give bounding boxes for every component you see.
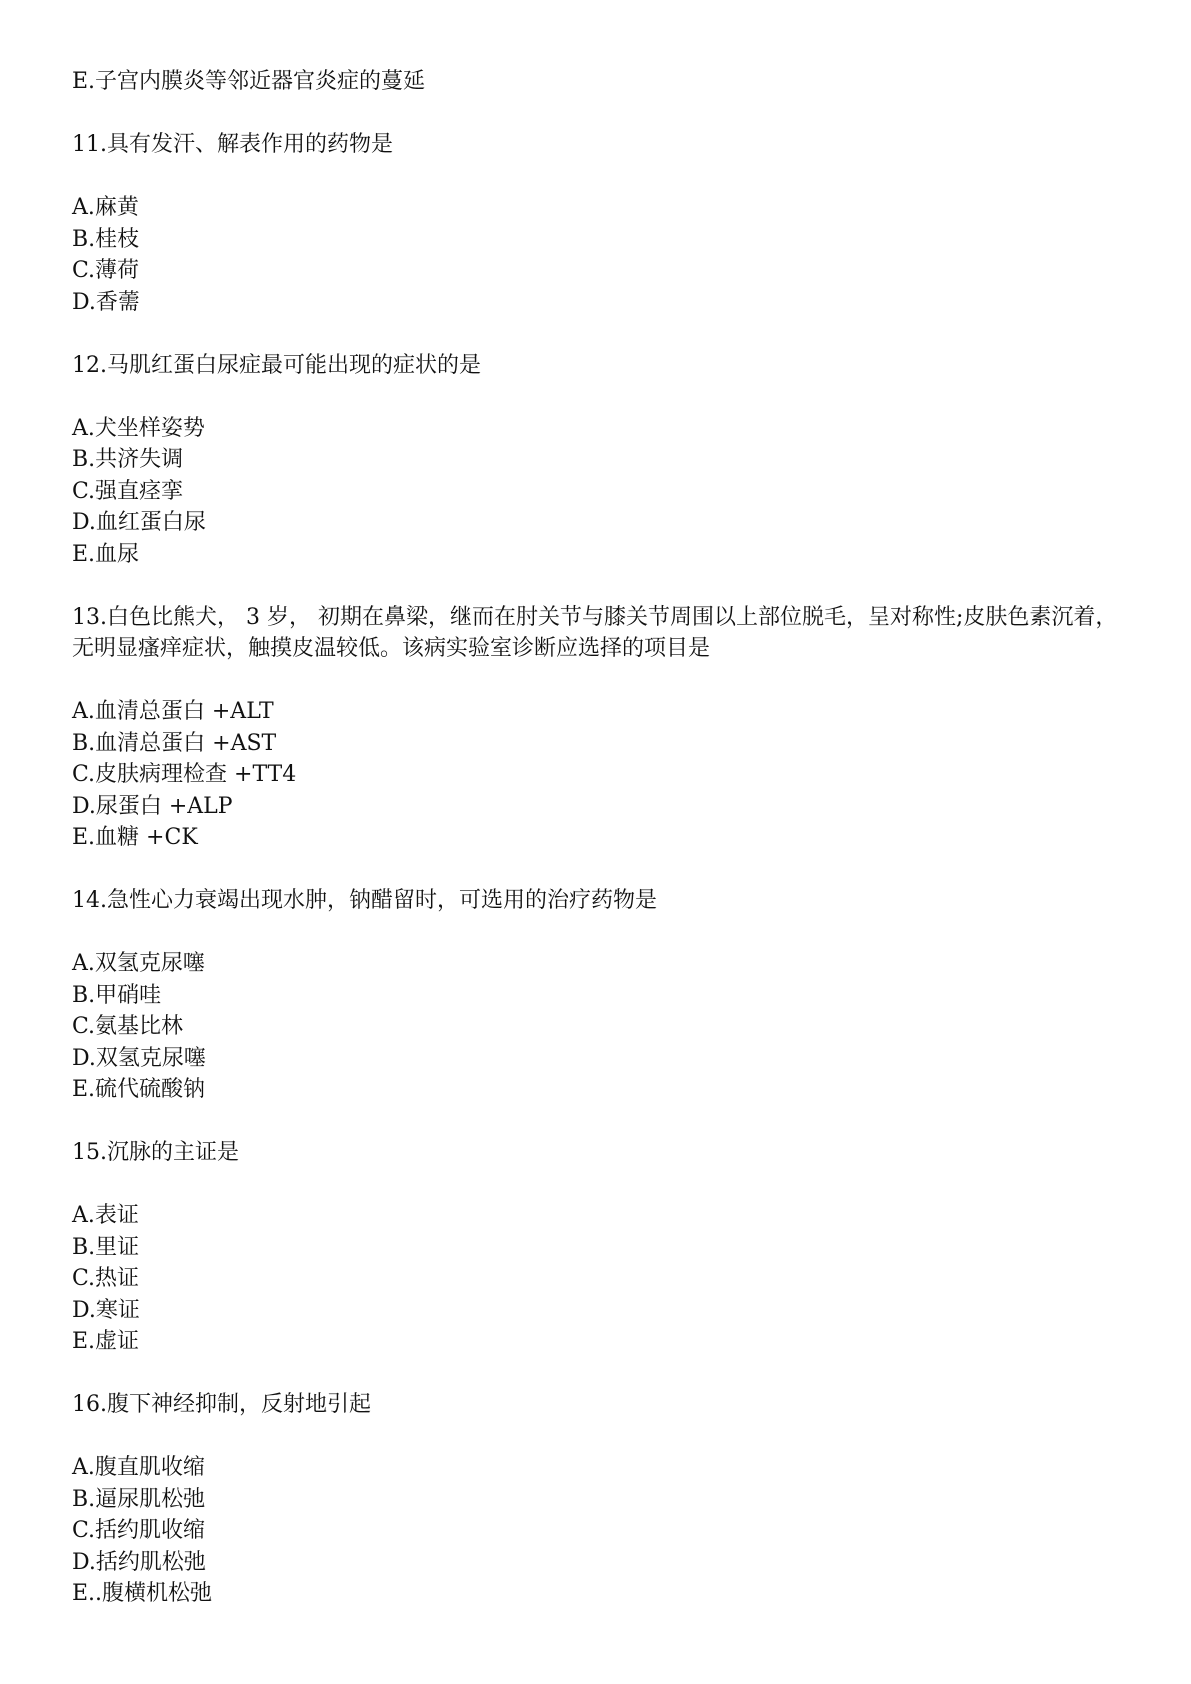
question-block <box>72 602 1127 854</box>
option-item: E.硫代硫酸钠 <box>72 1077 206 1102</box>
option-item: D.香薷 <box>72 289 140 315</box>
option-item: E.虚证 <box>72 1329 140 1354</box>
option-item: A.腹直肌收缩 <box>72 1455 205 1480</box>
document-page <box>72 66 1127 1610</box>
option-item: B.里证 <box>72 1234 140 1260</box>
option-item: C.氨基比林 <box>72 1014 184 1039</box>
option-list <box>72 192 1127 318</box>
option-item: A.双氢克尿噻 <box>72 951 205 976</box>
option-item: A.犬坐样姿势 <box>72 415 205 441</box>
option-item: D.尿蛋白 +ALP <box>72 793 233 819</box>
question-stem: 14.急性心力衰竭出现水肿，钠醋留时，可选用的治疗药物是 <box>72 888 657 913</box>
option-item: B.共济失调 <box>72 447 184 472</box>
option-item: C.热证 <box>72 1266 140 1291</box>
option-list <box>72 948 1127 1106</box>
option-item: A.血清总蛋白 +ALT <box>72 699 274 724</box>
option-item: A.表证 <box>72 1203 139 1228</box>
option-item: B.血清总蛋白 +AST <box>72 730 277 756</box>
option-item: E.血尿 <box>72 541 140 567</box>
option-item: B.桂枝 <box>72 226 140 252</box>
option-item: D.寒证 <box>72 1297 140 1323</box>
option-item: D.血红蛋白尿 <box>72 510 206 535</box>
question-block <box>72 129 1127 318</box>
question-stem: 12.马肌红蛋白尿症最可能出现的症状的是 <box>72 352 481 378</box>
option-item: C.薄荷 <box>72 258 140 283</box>
option-item: D.括约肌松弛 <box>72 1549 206 1575</box>
option-item: C.强直痉挛 <box>72 478 184 504</box>
question-block <box>72 1389 1127 1610</box>
question-stem: 15.沉脉的主证是 <box>72 1140 239 1165</box>
option-list <box>72 1200 1127 1358</box>
question-stem: 13.白色比熊犬， 3 岁， 初期在鼻梁，继而在肘关节与膝关节周围以上部位脱毛，呈对称性;皮肤色素沉着，无明显瘙痒症状，触摸皮温较低。该病实验室诊断应选择的项目是 <box>72 604 1118 661</box>
option-item: A.麻黄 <box>72 195 139 220</box>
option-item: B.甲硝哇 <box>72 982 162 1008</box>
question-list <box>72 129 1127 1610</box>
leading-option: E.子宫内膜炎等邻近器官炎症的蔓延 <box>72 69 426 94</box>
option-item: B.逼尿肌松弛 <box>72 1486 206 1512</box>
question-block <box>72 1137 1127 1358</box>
option-item: C.皮肤病理检查 +TT4 <box>72 762 297 787</box>
option-item: E.血糖 +CK <box>72 825 198 850</box>
question-stem: 16.腹下神经抑制，反射地引起 <box>72 1392 371 1417</box>
option-list <box>72 696 1127 854</box>
option-item: E..腹横机松弛 <box>72 1581 213 1606</box>
option-item: D.双氢克尿噻 <box>72 1045 206 1071</box>
option-list <box>72 1452 1127 1610</box>
question-block <box>72 885 1127 1106</box>
question-stem: 11.具有发汗、解表作用的药物是 <box>72 132 393 157</box>
option-item: C.括约肌收缩 <box>72 1518 206 1543</box>
question-block <box>72 350 1127 571</box>
option-list <box>72 413 1127 571</box>
